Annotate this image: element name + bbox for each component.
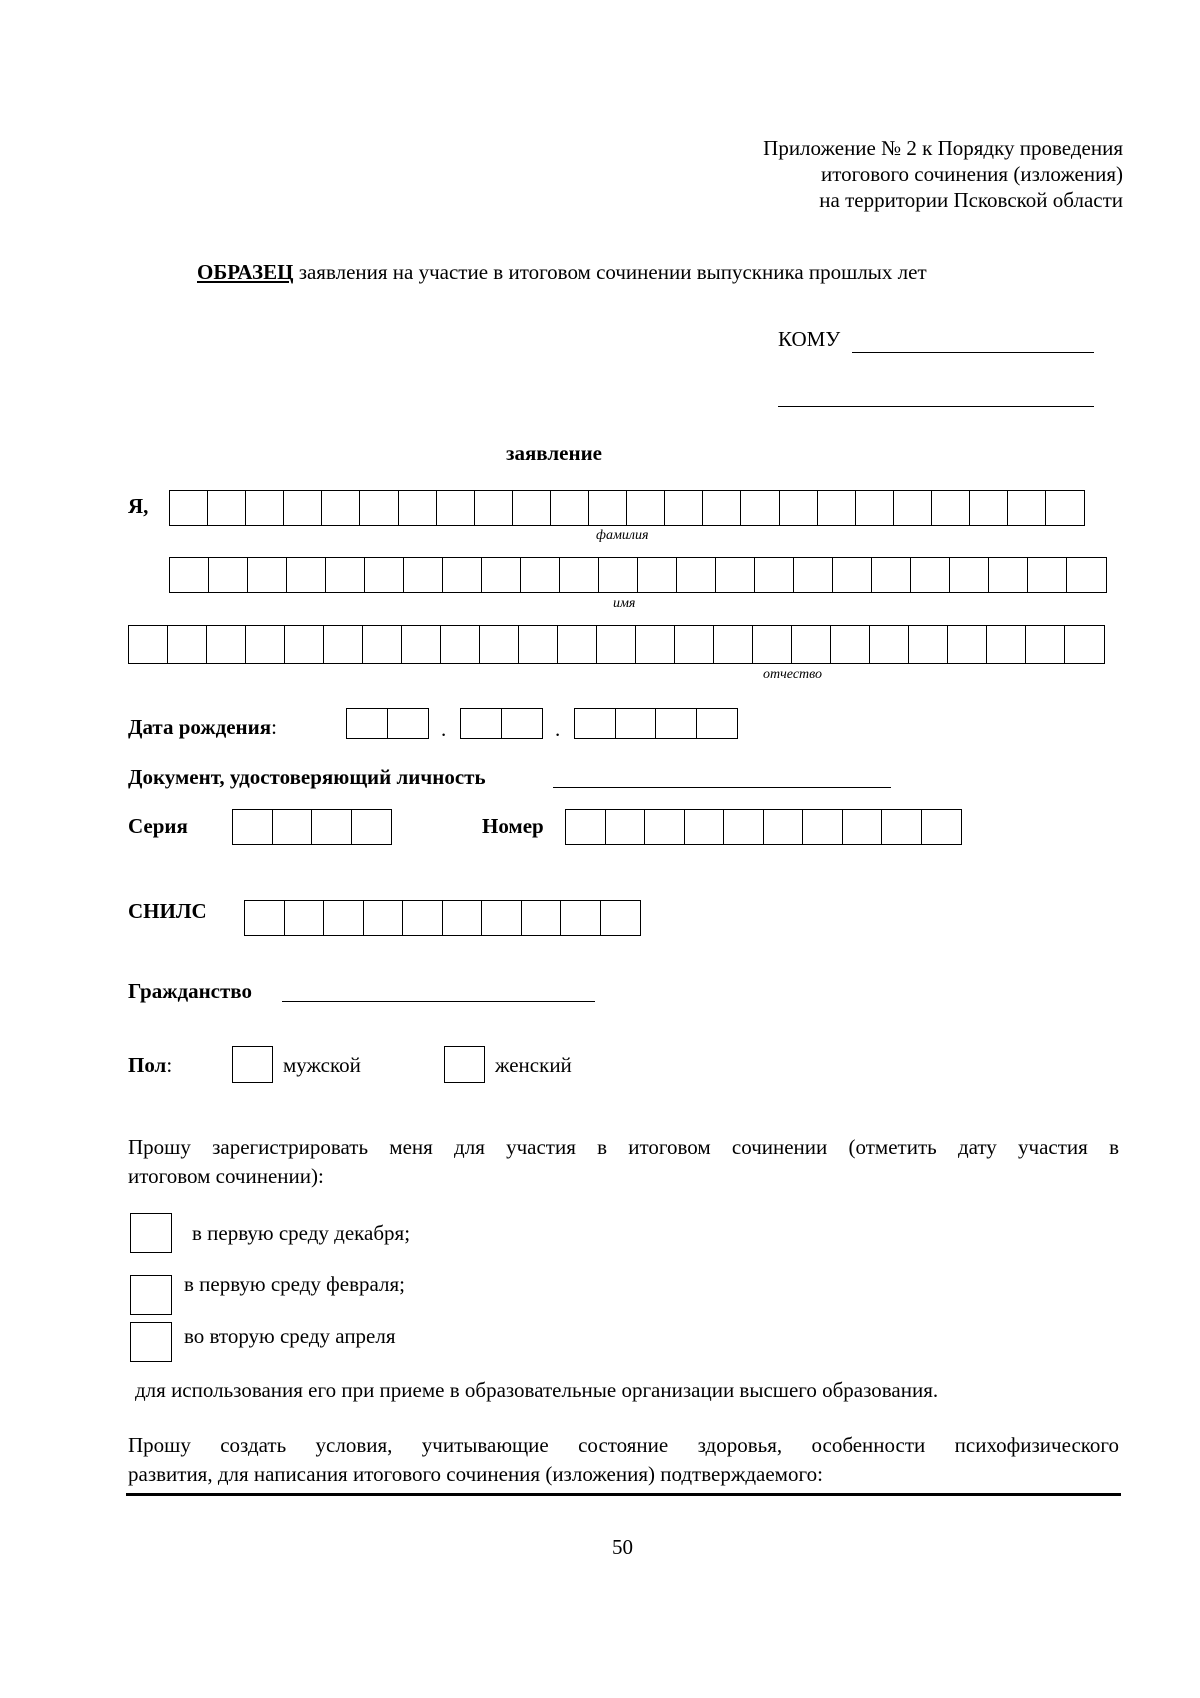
first-name-cell[interactable]: [637, 557, 678, 593]
first-name-cells[interactable]: [169, 557, 1107, 593]
patronymic-cell[interactable]: [713, 625, 754, 664]
number-cell[interactable]: [565, 809, 606, 845]
patronymic-cell[interactable]: [479, 625, 520, 664]
first-name-cell[interactable]: [520, 557, 561, 593]
snils-cell[interactable]: [284, 900, 325, 936]
first-name-cell[interactable]: [364, 557, 405, 593]
first-name-cell[interactable]: [1027, 557, 1068, 593]
snils-label: СНИЛС: [128, 899, 207, 923]
patronymic-cell[interactable]: [947, 625, 988, 664]
gender-male-checkbox[interactable]: [232, 1046, 273, 1083]
surname-cell[interactable]: [931, 490, 971, 526]
surname-cell[interactable]: [169, 490, 209, 526]
snils-cell[interactable]: [363, 900, 404, 936]
surname-hint: фамилия: [596, 528, 649, 543]
patronymic-cells[interactable]: [128, 625, 1105, 664]
patronymic-cell[interactable]: [245, 625, 286, 664]
surname-cell[interactable]: [855, 490, 895, 526]
series-cells[interactable]: [232, 809, 392, 845]
birth-year-cell[interactable]: [655, 708, 697, 739]
number-cell[interactable]: [881, 809, 922, 845]
to-field-2[interactable]: [778, 384, 1094, 407]
patronymic-cell[interactable]: [206, 625, 247, 664]
number-cells[interactable]: [565, 809, 962, 845]
gender-male-label: мужской: [283, 1053, 361, 1077]
header-line-3: на территории Псковской области: [819, 188, 1123, 212]
birth-date-separator: .: [441, 717, 447, 741]
gender-colon: :: [166, 1053, 173, 1077]
birth-month-cell[interactable]: [460, 708, 502, 739]
request-line-2: итоговом сочинении):: [128, 1164, 324, 1188]
patronymic-cell[interactable]: [362, 625, 403, 664]
first-name-cell[interactable]: [325, 557, 366, 593]
surname-cell[interactable]: [588, 490, 628, 526]
citizenship-label: Гражданство: [128, 979, 253, 1003]
date-option-april: во вторую среду апреля: [184, 1324, 396, 1348]
to-label: КОМУ: [778, 327, 841, 351]
patronymic-cell[interactable]: [440, 625, 481, 664]
series-cell[interactable]: [232, 809, 273, 845]
first-name-cell[interactable]: [754, 557, 795, 593]
number-cell[interactable]: [802, 809, 843, 845]
birth-date-separator: .: [555, 717, 561, 741]
surname-cell[interactable]: [969, 490, 1009, 526]
patronymic-cell[interactable]: [674, 625, 715, 664]
patronymic-cell[interactable]: [869, 625, 910, 664]
conditions-line-1: Прошу создать условия, учитывающие состояние здоровья, особенности психофизического: [128, 1433, 1119, 1457]
snils-cell[interactable]: [560, 900, 601, 936]
snils-cell[interactable]: [481, 900, 522, 936]
document-title: [197, 259, 927, 285]
birth-year-cells[interactable]: [574, 708, 738, 739]
number-cell[interactable]: [684, 809, 725, 845]
birth-year-cell[interactable]: [696, 708, 738, 739]
gender-label-text: Пол: [128, 1053, 167, 1077]
patronymic-cell[interactable]: [167, 625, 208, 664]
surname-cell[interactable]: [1045, 490, 1085, 526]
snils-cell[interactable]: [442, 900, 483, 936]
surname-cell[interactable]: [1007, 490, 1047, 526]
surname-cell[interactable]: [321, 490, 361, 526]
patronymic-cell[interactable]: [752, 625, 793, 664]
request-line-1: Прошу зарегистрировать меня для участия в итоговом сочинении (отметить дату участия в: [128, 1135, 1119, 1159]
birth-year-cell[interactable]: [615, 708, 657, 739]
patronymic-cell[interactable]: [401, 625, 442, 664]
gender-female-label: женский: [495, 1053, 572, 1077]
patronymic-cell[interactable]: [557, 625, 598, 664]
header-line-2: итогового сочинения (изложения): [820, 162, 1123, 186]
birth-date-label: [128, 714, 277, 740]
date-option-checkbox-february[interactable]: [130, 1275, 172, 1315]
surname-cell[interactable]: [702, 490, 742, 526]
patronymic-cell[interactable]: [323, 625, 364, 664]
date-option-checkbox-december[interactable]: [130, 1213, 172, 1253]
snils-cell[interactable]: [402, 900, 443, 936]
first-name-cell[interactable]: [247, 557, 288, 593]
series-cell[interactable]: [351, 809, 392, 845]
number-cell[interactable]: [842, 809, 883, 845]
first-name-cell[interactable]: [442, 557, 483, 593]
surname-cell[interactable]: [283, 490, 323, 526]
surname-cell[interactable]: [550, 490, 590, 526]
patronymic-cell[interactable]: [284, 625, 325, 664]
form-title: заявление: [506, 441, 602, 465]
date-option-checkbox-april[interactable]: [130, 1322, 172, 1362]
first-name-cell[interactable]: [559, 557, 600, 593]
identity-document-label: Документ, удостоверяющий личность: [128, 765, 486, 789]
date-option-february: в первую среду февраля;: [184, 1272, 405, 1296]
patronymic-cell[interactable]: [986, 625, 1027, 664]
surname-cell[interactable]: [817, 490, 857, 526]
first-name-cell[interactable]: [1066, 557, 1107, 593]
series-label: Серия: [128, 814, 188, 838]
header-line-1: Приложение № 2 к Порядку проведения: [763, 136, 1123, 160]
surname-cell[interactable]: [893, 490, 933, 526]
citizenship-field[interactable]: [282, 978, 595, 1002]
conditions-underline[interactable]: [126, 1493, 1121, 1496]
patronymic-hint: отчество: [763, 667, 823, 682]
first-name-cell[interactable]: [910, 557, 951, 593]
patronymic-cell[interactable]: [830, 625, 871, 664]
patronymic-cell[interactable]: [791, 625, 832, 664]
surname-cells[interactable]: [169, 490, 1085, 526]
surname-cell[interactable]: [664, 490, 704, 526]
surname-cell[interactable]: [436, 490, 476, 526]
birth-date-colon: :: [271, 715, 277, 739]
snils-cell[interactable]: [244, 900, 285, 936]
purpose-text: для использования его при приеме в образовательные организации высшего образования.: [135, 1378, 939, 1402]
patronymic-cell[interactable]: [596, 625, 637, 664]
patronymic-cell[interactable]: [518, 625, 559, 664]
birth-day-cell[interactable]: [387, 708, 429, 739]
birth-date-label-text: Дата рождения: [128, 715, 272, 739]
birth-month-cell[interactable]: [501, 708, 543, 739]
first-name-cell[interactable]: [988, 557, 1029, 593]
number-cell[interactable]: [605, 809, 646, 845]
first-name-cell[interactable]: [676, 557, 717, 593]
name-prefix: Я,: [128, 494, 149, 518]
first-name-cell[interactable]: [208, 557, 249, 593]
surname-cell[interactable]: [398, 490, 438, 526]
series-cell[interactable]: [272, 809, 313, 845]
snils-cell[interactable]: [521, 900, 562, 936]
patronymic-cell[interactable]: [635, 625, 676, 664]
first-name-cell[interactable]: [286, 557, 327, 593]
birth-day-cell[interactable]: [346, 708, 388, 739]
surname-cell[interactable]: [512, 490, 552, 526]
identity-document-field[interactable]: [553, 764, 891, 788]
number-label: Номер: [482, 814, 544, 838]
birth-day-cells[interactable]: [346, 708, 429, 739]
patronymic-cell[interactable]: [128, 625, 169, 664]
surname-cell[interactable]: [626, 490, 666, 526]
birth-month-cells[interactable]: [460, 708, 543, 739]
surname-cell[interactable]: [359, 490, 399, 526]
to-field-1[interactable]: [852, 330, 1094, 353]
conditions-line-2: развития, для написания итогового сочинения (изложения) подтверждаемого:: [128, 1462, 823, 1486]
number-cell[interactable]: [921, 809, 962, 845]
snils-cell[interactable]: [323, 900, 364, 936]
number-cell[interactable]: [763, 809, 804, 845]
surname-cell[interactable]: [740, 490, 780, 526]
first-name-cell[interactable]: [715, 557, 756, 593]
surname-cell[interactable]: [474, 490, 514, 526]
title-rest: заявления на участие в итоговом сочинении выпускника прошлых лет: [293, 260, 927, 284]
first-name-cell[interactable]: [598, 557, 639, 593]
patronymic-cell[interactable]: [1025, 625, 1066, 664]
number-cell[interactable]: [644, 809, 685, 845]
surname-cell[interactable]: [207, 490, 247, 526]
gender-label: [128, 1052, 172, 1078]
first-name-cell[interactable]: [949, 557, 990, 593]
snils-cell[interactable]: [600, 900, 641, 936]
first-name-cell[interactable]: [793, 557, 834, 593]
date-option-december: в первую среду декабря;: [192, 1221, 411, 1245]
first-name-cell[interactable]: [871, 557, 912, 593]
first-name-cell[interactable]: [403, 557, 444, 593]
patronymic-cell[interactable]: [1064, 625, 1105, 664]
first-name-cell[interactable]: [169, 557, 210, 593]
gender-female-checkbox[interactable]: [444, 1046, 485, 1083]
series-cell[interactable]: [311, 809, 352, 845]
first-name-hint: имя: [613, 596, 636, 611]
patronymic-cell[interactable]: [908, 625, 949, 664]
first-name-cell[interactable]: [832, 557, 873, 593]
surname-cell[interactable]: [245, 490, 285, 526]
snils-cells[interactable]: [244, 900, 641, 936]
page-number: 50: [612, 1535, 633, 1559]
birth-year-cell[interactable]: [574, 708, 616, 739]
first-name-cell[interactable]: [481, 557, 522, 593]
title-sample-word: ОБРАЗЕЦ: [197, 260, 294, 284]
number-cell[interactable]: [723, 809, 764, 845]
surname-cell[interactable]: [779, 490, 819, 526]
